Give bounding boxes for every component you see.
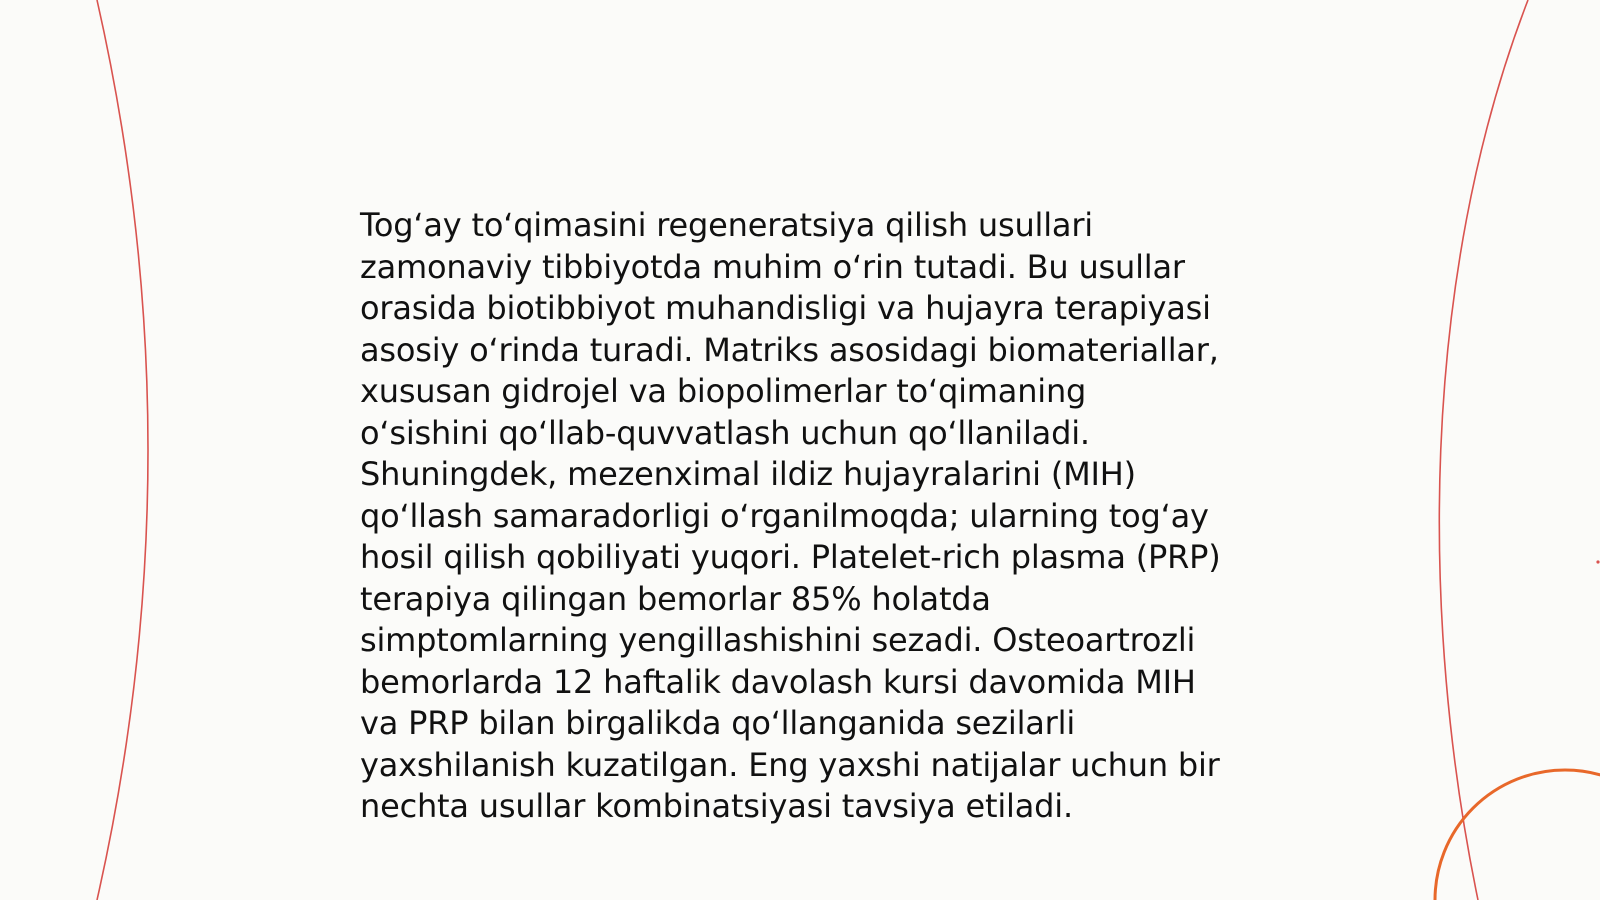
paragraph-line: yaxshilanish kuzatilgan. Eng yaxshi natijalar uchun bir [360,745,1220,784]
orange-circle-outline [1435,770,1600,900]
paragraph-line: asosiy o‘rinda turadi. Matriks asosidagi biomateriallar, [360,330,1219,369]
paragraph-line: xususan gidrojel va biopolimerlar to‘qimaning [360,372,1087,410]
paragraph-line: zamonaviy tibbiyotda muhim o‘rin tutadi. Bu usullar [360,247,1185,286]
small-dot [1596,560,1599,563]
paragraph-line: Shuningdek, mezenximal ildiz hujayralarini (MIH) [360,455,1136,493]
left-curve-line [97,0,148,900]
paragraph-line: o‘sishini qo‘llab-quvvatlash uchun qo‘llaniladi. [360,413,1090,452]
paragraph-line: simptomlarning yengillashishini sezadi. Osteoartrozli [360,621,1196,659]
paragraph-line: va PRP bilan birgalikda qo‘llanganida sezilarli [360,704,1076,742]
paragraph-line: bemorlarda 12 haftalik davolash kursi davomida MIH [360,662,1196,701]
paragraph-line: qo‘llash samaradorligi o‘rganilmoqda; ularning tog‘ay [360,496,1209,535]
paragraph-line: Tog‘ay to‘qimasini regeneratsiya qilish usullari [360,206,1093,244]
right-curve-line [1439,0,1528,900]
paragraph-line: nechta usullar kombinatsiyasi tavsiya etiladi. [360,787,1073,825]
body-paragraph [360,205,1260,828]
paragraph-line: hosil qilish qobiliyati yuqori. Platelet-rich plasma (PRP) [360,538,1221,576]
paragraph-line: terapiya qilingan bemorlar 85% holatda [360,579,991,618]
paragraph-line: orasida biotibbiyot muhandisligi va hujayra terapiyasi [360,289,1211,327]
